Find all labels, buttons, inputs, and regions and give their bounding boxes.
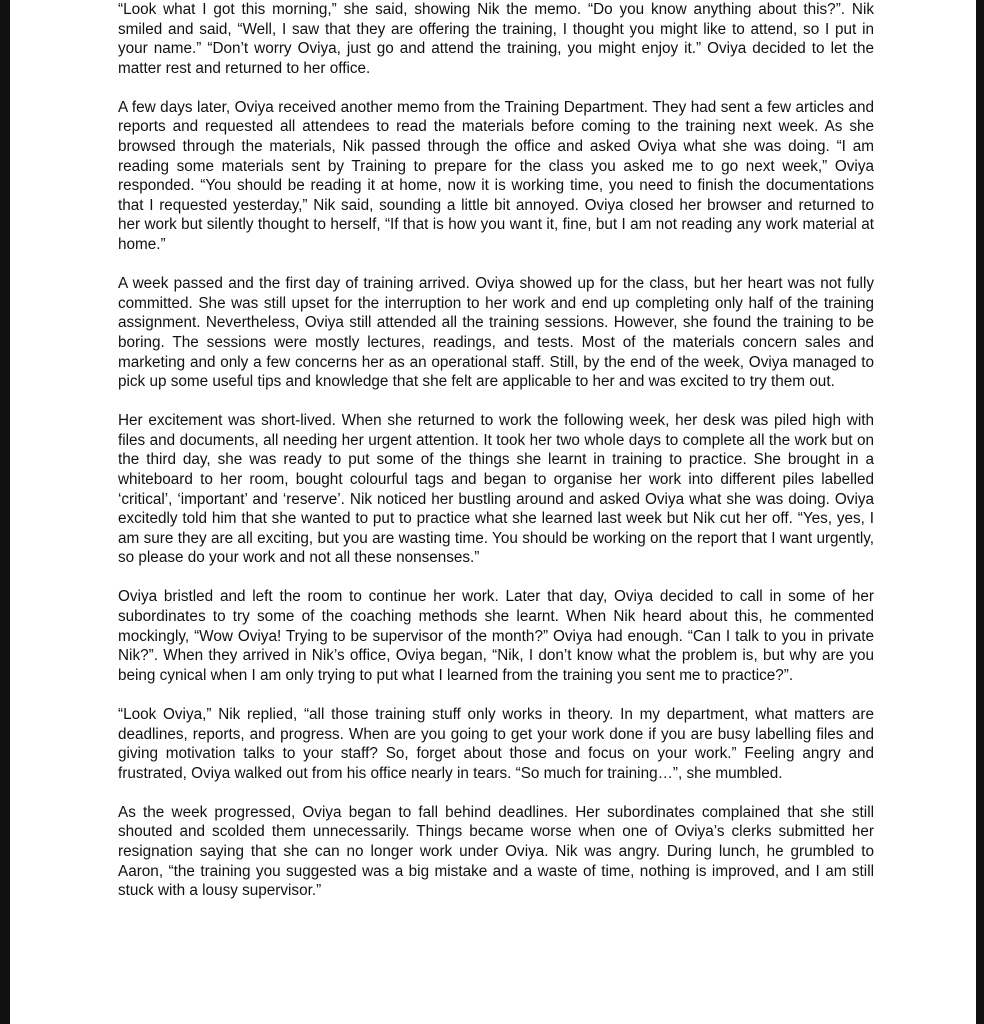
paragraph-4: Her excitement was short-lived. When she returned to work the following week, her desk was piled high with files and documents, all needing her urgent attention. It took her two whole days to complete all the work but on the third day, she was ready to put some of the things she learnt in training to practice. She brought in a whiteboard to her room, bought colourful tags and began to organise her work into different piles labelled ‘critical’, ‘important’ and ‘reserve’. Nik noticed her bustling around and asked Oviya what she was doing. Oviya excitedly told him that she wanted to put to practice what she learned last week but Nik cut her off. “Yes, yes, I am sure they are all exciting, but you are wasting time. You should be working on the report that I want urgently, so please do your work and not all these nonsenses.” <box>118 412 874 567</box>
document-body <box>118 0 874 920</box>
document-page <box>10 0 976 1024</box>
paragraph-2: A few days later, Oviya received another memo from the Training Department. They had sent a few articles and reports and requested all attendees to read the materials before coming to the training next week. As she browsed through the materials, Nik passed through the office and asked Oviya what she was doing. “I am reading some materials sent by Training to prepare for the class you asked me to go next week,” Oviya responded. “You should be reading it at home, now it is working time, you need to finish the documentations that I requested yesterday,” Nik said, sounding a little bit annoyed. Oviya closed her browser and returned to her work but silently thought to herself, “If that is how you want it, fine, but I am not reading any work material at home.” <box>118 98 874 254</box>
paragraph-6: “Look Oviya,” Nik replied, “all those training stuff only works in theory. In my department, what matters are deadlines, reports, and progress. When are you going to get your work done if you are busy labelling files and giving motivation talks to your staff? So, forget about those and focus on your work.” Feeling angry and frustrated, Oviya walked out from his office nearly in tears. “So much for training…”, she mumbled. <box>118 705 874 782</box>
paragraph-7: As the week progressed, Oviya began to fall behind deadlines. Her subordinates complained that she still shouted and scolded them unnecessarily. Things became worse when one of Oviya’s clerks submitted her resignation saying that she can no longer work under Oviya. Nik was angry. During lunch, he grumbled to Aaron, “the training you suggested was a big mistake and a waste of time, nothing is improved, and I am still stuck with a lousy supervisor.” <box>118 803 874 900</box>
paragraph-3: A week passed and the first day of training arrived. Oviya showed up for the class, but her heart was not fully committed. She was still upset for the interruption to her work and end up completing only half of the training assignment. Nevertheless, Oviya still attended all the training sessions. However, she found the training to be boring. The sessions were mostly lectures, readings, and tests. Most of the materials concern sales and marketing and only a few concerns her as an operational staff. Still, by the end of the week, Oviya managed to pick up some useful tips and knowledge that she felt are applicable to her and was excited to try them out. <box>118 275 874 391</box>
left-dark-border <box>0 0 10 1024</box>
paragraph-5: Oviya bristled and left the room to continue her work. Later that day, Oviya decided to call in some of her subordinates to try some of the coaching methods she learnt. When Nik heard about this, he commented mockingly, “Wow Oviya! Trying to be supervisor of the month?” Oviya had enough. “Can I talk to you in private Nik?”. When they arrived in Nik’s office, Oviya began, “Nik, I don’t know what the problem is, but why are you being cynical when I am only trying to put what I learned from the training you sent me to practice?”. <box>118 588 874 684</box>
right-dark-border <box>976 0 984 1024</box>
paragraph-1: “Look what I got this morning,” she said, showing Nik the memo. “Do you know anything about this?”. Nik smiled and said, “Well, I saw that they are offering the training, I thought you might like to attend, so I put in your name.” “Don’t worry Oviya, just go and attend the training, you might enjoy it.” Oviya decided to let the matter rest and returned to her office. <box>118 1 874 77</box>
